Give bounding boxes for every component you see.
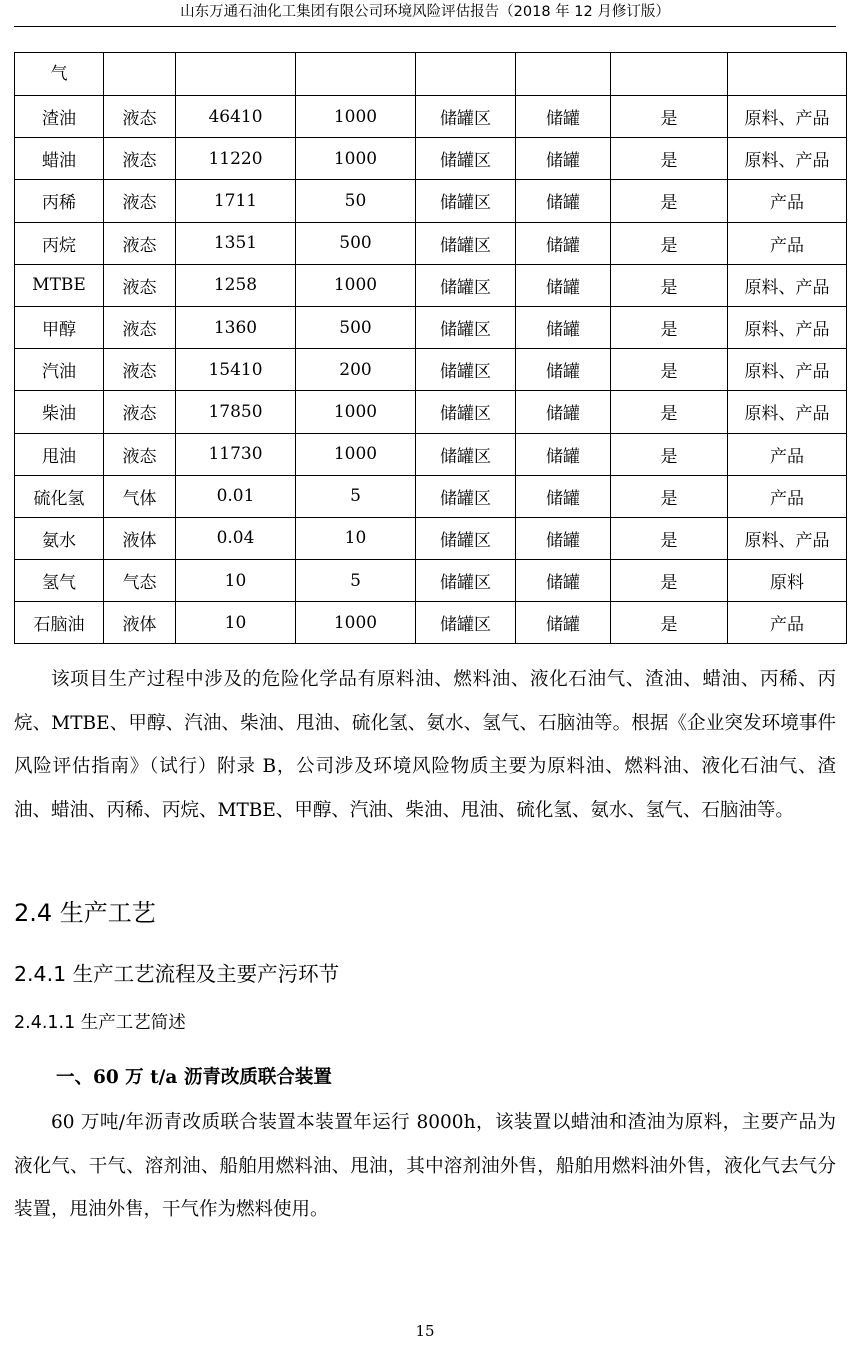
table-cell — [296, 222, 416, 264]
table-cell — [516, 138, 611, 180]
section-heading-2-4-1-1: 2.4.1.1 生产工艺简述 — [14, 1013, 186, 1033]
table-cell — [15, 306, 104, 348]
table-cell-text: 储罐 — [546, 193, 580, 214]
table-cell — [516, 306, 611, 348]
table-cell — [611, 222, 728, 264]
table-cell-text — [611, 53, 727, 59]
table-cell — [416, 138, 516, 180]
table-cell — [176, 517, 296, 559]
table-cell-text — [296, 53, 415, 59]
table-cell — [296, 53, 416, 96]
table-row — [15, 138, 847, 180]
table-cell — [15, 96, 104, 138]
table-cell-text: 储罐区 — [440, 151, 491, 172]
table-row — [15, 53, 847, 96]
table-cell — [611, 264, 728, 306]
table-cell-text: 储罐区 — [440, 573, 491, 594]
table-cell-text: 储罐 — [546, 530, 580, 551]
section-heading-2-4: 2.4 生产工艺 — [14, 899, 156, 927]
table-cell-text: 丙烷 — [42, 235, 76, 256]
table-cell — [104, 138, 176, 180]
table-row — [15, 306, 847, 348]
table-cell-text — [416, 53, 515, 59]
table-cell-text: 储罐区 — [440, 404, 491, 425]
table-cell — [104, 180, 176, 222]
table-cell — [296, 138, 416, 180]
table-cell-text: 气体 — [122, 488, 157, 509]
table-cell — [516, 560, 611, 602]
table-cell — [728, 53, 847, 96]
table-cell — [104, 391, 176, 433]
table-cell — [15, 349, 104, 391]
table-cell-text: 是 — [660, 193, 678, 214]
table-cell-text: 液态 — [122, 193, 157, 214]
table-cell-text: 汽油 — [42, 362, 76, 383]
table-cell — [176, 433, 296, 475]
table-cell — [611, 517, 728, 559]
table-cell — [516, 180, 611, 222]
table-cell-text: 11730 — [208, 444, 263, 465]
table-cell — [416, 602, 516, 644]
table-cell — [176, 180, 296, 222]
table-cell — [15, 517, 104, 559]
table-cell — [611, 602, 728, 644]
page-number: 15 — [415, 1322, 435, 1340]
table-cell — [416, 96, 516, 138]
table-cell-text: 渣油 — [42, 109, 76, 130]
table-cell-text: 1000 — [333, 401, 378, 422]
table-cell-text: 是 — [660, 615, 678, 636]
table-cell — [611, 53, 728, 96]
table-cell-text: 1000 — [333, 106, 378, 127]
table-cell-text — [516, 53, 610, 59]
table-cell-text: 1711 — [213, 190, 258, 211]
table-cell-text: 是 — [660, 573, 678, 594]
table-cell — [176, 560, 296, 602]
table-cell — [516, 349, 611, 391]
table-cell — [296, 180, 416, 222]
table-cell-text: 储罐 — [546, 235, 580, 256]
table-cell — [728, 433, 847, 475]
asphalt-unit-paragraph: 60 万吨/年沥青改质联合装置本装置年运行 8000h，该装置以蜡油和渣油为原料，主要产品为液化气、干气、溶剂油、船舶用燃料油、甩油，其中溶剂油外售，船舶用燃料油外售，液化气去气分装置，甩油外售，干气作为燃料使用。 — [14, 1112, 836, 1220]
table-cell — [416, 53, 516, 96]
table-cell-text: 储罐 — [546, 446, 580, 467]
table-cell-text: 储罐区 — [440, 446, 491, 467]
page-header: 山东万通石油化工集团有限公司环境风险评估报告（2018 年 12 月修订版） — [14, 0, 836, 27]
table-cell — [728, 306, 847, 348]
table-cell-text: 产品 — [770, 235, 804, 256]
table-cell — [104, 264, 176, 306]
table-cell-text: 产品 — [770, 193, 804, 214]
table-cell-text: 是 — [660, 320, 678, 341]
table-cell-text: 液体 — [122, 615, 157, 636]
table-cell-text: 0.01 — [216, 486, 255, 507]
table-cell — [728, 138, 847, 180]
table-cell-text: 50 — [344, 190, 367, 211]
table-cell-text: 是 — [660, 446, 678, 467]
table-cell — [15, 433, 104, 475]
table-cell — [516, 517, 611, 559]
table-cell — [15, 138, 104, 180]
table-cell — [296, 602, 416, 644]
table-cell — [728, 517, 847, 559]
table-cell-text: 是 — [660, 151, 678, 172]
table-cell-text: 产品 — [770, 488, 804, 509]
table-cell-text: 储罐 — [546, 362, 580, 383]
table-cell-text: 1000 — [333, 148, 378, 169]
table-cell-text: 液态 — [122, 362, 157, 383]
table-cell-text: 200 — [339, 359, 372, 380]
table-cell — [104, 475, 176, 517]
table-cell-text: 甲醇 — [42, 320, 76, 341]
table-cell — [611, 138, 728, 180]
table-cell-text — [104, 53, 175, 59]
table-cell — [104, 602, 176, 644]
table-cell-text: 产品 — [770, 446, 804, 467]
table-cell-text: 10 — [224, 570, 247, 591]
table-cell-text: 10 — [224, 612, 247, 633]
table-cell-text: 500 — [339, 317, 372, 338]
table-cell-text: 储罐区 — [440, 193, 491, 214]
table-cell-text: 是 — [660, 404, 678, 425]
table-cell — [516, 602, 611, 644]
table-cell — [516, 264, 611, 306]
table-cell-text: 15410 — [208, 359, 263, 380]
table-cell-text: 储罐 — [546, 404, 580, 425]
table-cell — [176, 53, 296, 96]
table-row — [15, 222, 847, 264]
table-cell-text: 储罐区 — [440, 235, 491, 256]
table-cell-text: 液态 — [122, 320, 157, 341]
table-cell-text: 储罐区 — [440, 320, 491, 341]
table-cell-text: 1258 — [213, 275, 258, 296]
table-cell-text: 1351 — [213, 233, 258, 254]
table-cell — [416, 517, 516, 559]
table-cell-text: 液体 — [122, 530, 157, 551]
table-cell-text: 46410 — [208, 106, 263, 127]
table-cell-text: 柴油 — [42, 404, 76, 425]
table-cell — [15, 180, 104, 222]
table-cell-text: 气态 — [122, 573, 157, 594]
table-cell — [728, 222, 847, 264]
table-cell — [296, 96, 416, 138]
table-cell — [611, 306, 728, 348]
table-cell-text: 储罐区 — [440, 615, 491, 636]
table-cell — [176, 306, 296, 348]
table-cell-text: 储罐区 — [440, 277, 491, 298]
table-cell — [296, 349, 416, 391]
table-cell-text: 储罐区 — [440, 530, 491, 551]
table-cell — [516, 391, 611, 433]
table-cell-text: 氢气 — [42, 573, 76, 594]
table-cell — [728, 180, 847, 222]
table-cell — [15, 475, 104, 517]
table-cell — [611, 391, 728, 433]
table-cell-text: 液态 — [122, 446, 157, 467]
table-cell — [104, 560, 176, 602]
table-cell — [104, 349, 176, 391]
table-cell-text: 液态 — [122, 404, 157, 425]
table-cell — [611, 180, 728, 222]
table-cell — [104, 517, 176, 559]
table-cell-text: 硫化氢 — [33, 488, 85, 509]
table-cell — [176, 475, 296, 517]
table-cell — [176, 264, 296, 306]
table-cell-text: 产品 — [770, 615, 804, 636]
table-cell — [176, 222, 296, 264]
table-cell — [296, 391, 416, 433]
table-cell — [176, 138, 296, 180]
hazardous-materials-table — [14, 52, 847, 644]
table-cell — [611, 560, 728, 602]
table-cell — [611, 96, 728, 138]
table-cell-text: 储罐 — [546, 615, 580, 636]
table-cell — [728, 349, 847, 391]
table-cell — [416, 349, 516, 391]
table-cell — [611, 475, 728, 517]
table-cell-text: 是 — [660, 277, 678, 298]
table-cell-text: 1360 — [213, 317, 258, 338]
table-cell-text: 原料 — [770, 573, 804, 594]
table-cell — [15, 222, 104, 264]
table-cell — [516, 53, 611, 96]
table-cell-text — [176, 53, 295, 59]
section-heading-2-4-1: 2.4.1 生产工艺流程及主要产污环节 — [14, 962, 340, 986]
table-row — [15, 560, 847, 602]
table-cell — [15, 391, 104, 433]
table-cell — [416, 433, 516, 475]
table-cell — [516, 475, 611, 517]
table-cell — [416, 475, 516, 517]
hazardous-chemicals-paragraph: 该项目生产过程中涉及的危险化学品有原料油、燃料油、液化石油气、渣油、蜡油、丙稀、丙烷、MTBE、甲醇、汽油、柴油、甩油、硫化氢、氨水、氢气、石脑油等。根据《企业突发环境事件风险评估指南》（试行）附录 B，公司涉及环境风险物质主要为原料油、燃料油、液化石油气、渣油、蜡油、丙稀、丙烷、MTBE、甲醇、汽油、柴油、甩油、硫化氢、氨水、氢气、石脑油等。 — [14, 669, 836, 821]
table-cell — [516, 222, 611, 264]
table-cell-text: 蜡油 — [42, 151, 76, 172]
table-cell — [416, 306, 516, 348]
table-cell — [15, 53, 104, 96]
table-row — [15, 349, 847, 391]
table-cell — [516, 433, 611, 475]
table-cell — [728, 602, 847, 644]
table-cell-text: 原料、产品 — [744, 362, 830, 383]
table-cell — [728, 560, 847, 602]
table-cell-text: 是 — [660, 109, 678, 130]
table-cell-text: 是 — [660, 235, 678, 256]
table-cell — [104, 306, 176, 348]
table-cell — [296, 517, 416, 559]
table-cell — [296, 560, 416, 602]
table-cell-text: 储罐 — [546, 109, 580, 130]
table-cell — [296, 475, 416, 517]
table-cell-text: 原料、产品 — [744, 151, 830, 172]
table-cell — [15, 264, 104, 306]
table-cell-text: 是 — [660, 530, 678, 551]
table-cell-text: 原料、产品 — [744, 530, 830, 551]
table-row — [15, 180, 847, 222]
table-cell — [416, 264, 516, 306]
table-cell — [15, 602, 104, 644]
table-cell-text: 是 — [660, 488, 678, 509]
table-cell-text: 0.04 — [216, 528, 255, 549]
table-cell-text: 1000 — [333, 275, 378, 296]
table-row — [15, 433, 847, 475]
table-cell-text: 10 — [344, 528, 367, 549]
table-cell — [728, 475, 847, 517]
table-cell — [728, 264, 847, 306]
table-cell-text: 储罐 — [546, 488, 580, 509]
table-cell-text: 11220 — [208, 148, 263, 169]
table-cell — [176, 391, 296, 433]
table-cell — [15, 560, 104, 602]
table-cell-text: 储罐区 — [440, 362, 491, 383]
table-cell — [611, 433, 728, 475]
table-cell-text: MTBE — [32, 275, 86, 296]
table-cell — [516, 96, 611, 138]
table-cell — [416, 560, 516, 602]
table-row — [15, 475, 847, 517]
table-cell — [296, 306, 416, 348]
table-cell — [176, 349, 296, 391]
table-cell-text: 原料、产品 — [744, 109, 830, 130]
table-cell — [104, 433, 176, 475]
table-cell-text: 液态 — [122, 277, 157, 298]
table-cell-text: 气 — [50, 64, 68, 84]
table-cell — [728, 391, 847, 433]
table-cell — [416, 391, 516, 433]
table-cell-text: 5 — [350, 486, 361, 507]
table-cell — [611, 349, 728, 391]
table-cell-text: 储罐 — [546, 320, 580, 341]
table-cell — [416, 222, 516, 264]
table-cell-text: 17850 — [208, 401, 263, 422]
table-cell-text: 储罐区 — [440, 109, 491, 130]
table-cell-text — [728, 53, 846, 59]
table-cell — [296, 433, 416, 475]
table-cell — [104, 96, 176, 138]
table-cell-text: 氨水 — [42, 530, 76, 551]
table-cell-text: 丙稀 — [42, 193, 76, 214]
table-row — [15, 96, 847, 138]
table-cell-text: 原料、产品 — [744, 404, 830, 425]
table-cell — [104, 53, 176, 96]
table-cell-text: 液态 — [122, 151, 157, 172]
table-cell-text: 5 — [350, 570, 361, 591]
table-cell-text: 储罐 — [546, 573, 580, 594]
table-row — [15, 602, 847, 644]
table-cell — [728, 96, 847, 138]
table-cell-text: 1000 — [333, 444, 378, 465]
table-row — [15, 517, 847, 559]
table-row — [15, 264, 847, 306]
table-cell-text: 甩油 — [42, 446, 76, 467]
table-cell — [416, 180, 516, 222]
table-cell — [176, 96, 296, 138]
table-cell — [176, 602, 296, 644]
table-cell-text: 500 — [339, 233, 372, 254]
table-cell-text: 1000 — [333, 612, 378, 633]
table-cell-text: 原料、产品 — [744, 320, 830, 341]
table-cell-text: 原料、产品 — [744, 277, 830, 298]
table-cell-text: 储罐 — [546, 277, 580, 298]
subsection-heading-asphalt-unit: 一、60 万 t/a 沥青改质联合装置 — [56, 1067, 332, 1088]
table-cell-text: 是 — [660, 362, 678, 383]
table-cell — [296, 264, 416, 306]
table-cell-text: 液态 — [122, 235, 157, 256]
table-cell-text: 液态 — [122, 109, 157, 130]
table-row — [15, 391, 847, 433]
table-cell-text: 石脑油 — [33, 615, 85, 636]
table-cell-text: 储罐 — [546, 151, 580, 172]
table-cell — [104, 222, 176, 264]
table-cell-text: 储罐区 — [440, 488, 491, 509]
